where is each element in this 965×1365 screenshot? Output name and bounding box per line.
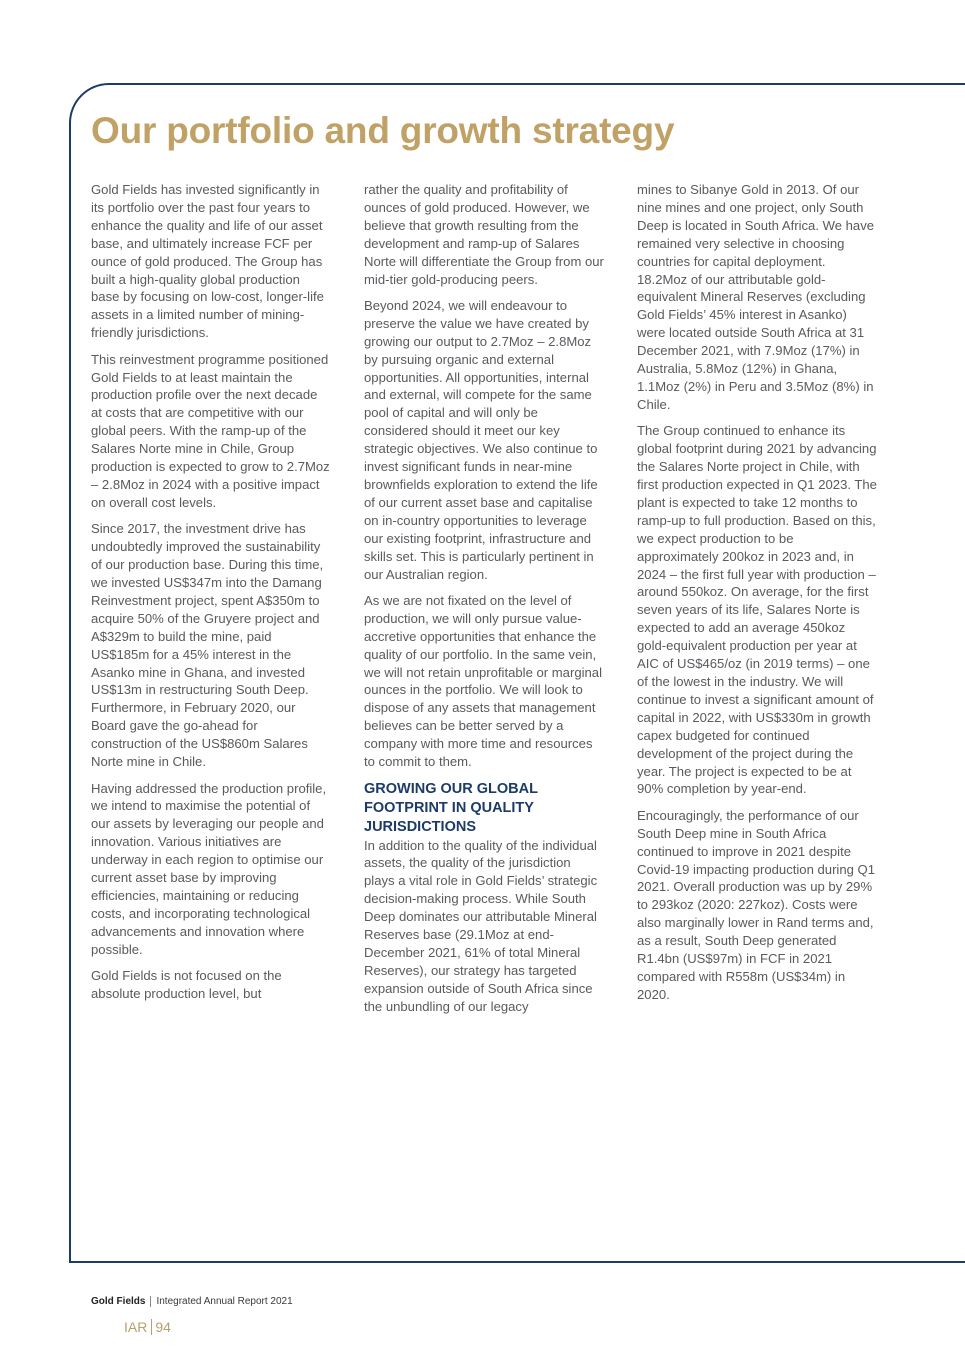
footer (91, 1296, 293, 1307)
paragraph: Gold Fields is not focused on the absolute production level, but (91, 968, 282, 1001)
page-number (124, 1319, 171, 1335)
page-number-value: 94 (155, 1319, 171, 1335)
text-column-2 (364, 181, 604, 1024)
paragraph: Encouragingly, the performance of our South Deep mine in South Africa continued to improve in 2021 despite Covid-19 impacting production during Q1 2021. Overall production was up by 29% to 293koz (2020: 227koz). Costs were also marginally lower in Rand terms and, as a result, South Deep generated R1.4bn (US$97m) in FCF in 2021 compared with R558m (US$34m) in 2020. (637, 807, 876, 1002)
section-label: IAR (124, 1319, 152, 1335)
section-heading: GROWING OUR GLOBAL FOOTPRINT IN QUALITY JURISDICTIONS (364, 780, 538, 835)
paragraph: Beyond 2024, we will endeavour to preserve the value we have created by growing our output to 2.7Moz – 2.8Moz by pursuing organic and external opportunities. All opportunities, internal and external, will compete for the same pool of capital and will only be considered should it meet our key strategic objectives. We also continue to invest significant funds in near-mine brownfields exploration to extend the life of our current asset base and capitalise on in-country opportunities to leverage our existing footprint, infrastructure and skills set. This is particularly pertinent in our Australian region. (364, 297, 598, 582)
text-column-1 (91, 181, 331, 1011)
paragraph: This reinvestment programme positioned Gold Fields to at least maintain the production profile over the next decade at costs that are competitive with our global peers. With the ramp-up of the Salares Norte mine in Chile, Group production is expected to grow to 2.7Moz – 2.8Moz in 2024 with a positive impact on overall cost levels. (91, 351, 330, 510)
paragraph: In addition to the quality of the individual assets, the quality of the jurisdiction plays a vital role in Gold Fields’ strategic decision-making process. While South Deep dominates our attributable Mineral Reserves base (29.1Moz at end-December 2021, 61% of total Mineral Reserves), our strategy has targeted expansion outside of South Africa since the unbundling of our legacy (364, 837, 598, 1014)
text-column-3 (637, 181, 877, 1012)
paragraph: As we are not fixated on the level of production, we will only pursue value-accretive opportunities that enhance the quality of our portfolio. In the same vein, we will not retain unprofitable or marginal ounces in the portfolio. We will look to dispose of any assets that management believes can be better served by a company with more time and resources to commit to them. (364, 592, 602, 770)
page-title: Our portfolio and growth strategy (91, 110, 675, 151)
paragraph: Since 2017, the investment drive has undoubtedly improved the sustainability of our production base. During this time, we invested US$347m into the Damang Reinvestment project, spent A$350m to acquire 50% of the Gruyere project and A$329m to build the mine, paid US$185m for a 45% interest in the Asanko mine in Ghana, and invested US$13m in restructuring South Deep. Furthermore, in February 2020, our Board gave the go-ahead for construction of the US$860m Salares Norte mine in Chile. (91, 521, 324, 770)
paragraph: The Group continued to enhance its global footprint during 2021 by advancing the Salares Norte project in Chile, with first production expected in Q1 2023. The plant is expected to take 12 months to ramp-up to full production. Based on this, we expect production to be approximately 200koz in 2023 and, in 2024 – the first full year with production – around 550koz. On average, for the first seven years of its life, Salares Norte is expected to add an average 450koz gold-equivalent production per year at AIC of US$465/oz (in 2019 terms) – one of the lowest in the industry. We will continue to invest a significant amount of capital in 2022, with US$330m in growth capex budgeted for continued development of the project during the year. The project is expected to be at 90% completion by year-end. (637, 423, 877, 797)
footer-report-title: Integrated Annual Report 2021 (156, 1296, 293, 1307)
paragraph: Gold Fields has invested significantly in its portfolio over the past four years to enhance the quality and life of our asset base, and ultimately increase FCF per ounce of gold produced. The Group has built a high-quality global production base by focusing on low-cost, longer-life assets in a limited number of mining-friendly jurisdictions. (91, 182, 324, 341)
paragraph: rather the quality and profitability of ounces of gold produced. However, we believe that growth resulting from the development and ramp-up of Salares Norte will differentiate the Group from our mid-tier gold-producing peers. (364, 182, 604, 287)
paragraph: mines to Sibanye Gold in 2013. Of our nine mines and one project, only South Deep is located in South Africa. We have remained very selective in choosing countries for capital deployment. 18.2Moz of our attributable gold-equivalent Mineral Reserves (excluding Gold Fields’ 45% interest in Asanko) were located outside South Africa at 31 December 2021, with 7.9Moz (17%) in Australia, 5.8Moz (12%) in Ghana, 1.1Moz (2%) in Peru and 3.5Moz (8%) in Chile. (637, 182, 875, 412)
footer-brand: Gold Fields (91, 1296, 151, 1307)
paragraph: Having addressed the production profile, we intend to maximise the potential of our assets by leveraging our people and innovation. Various initiatives are underway in each region to optimise our current asset base by improving efficiencies, maintaining or reducing costs, and incorporating technological advancements and innovation where possible. (91, 780, 327, 957)
